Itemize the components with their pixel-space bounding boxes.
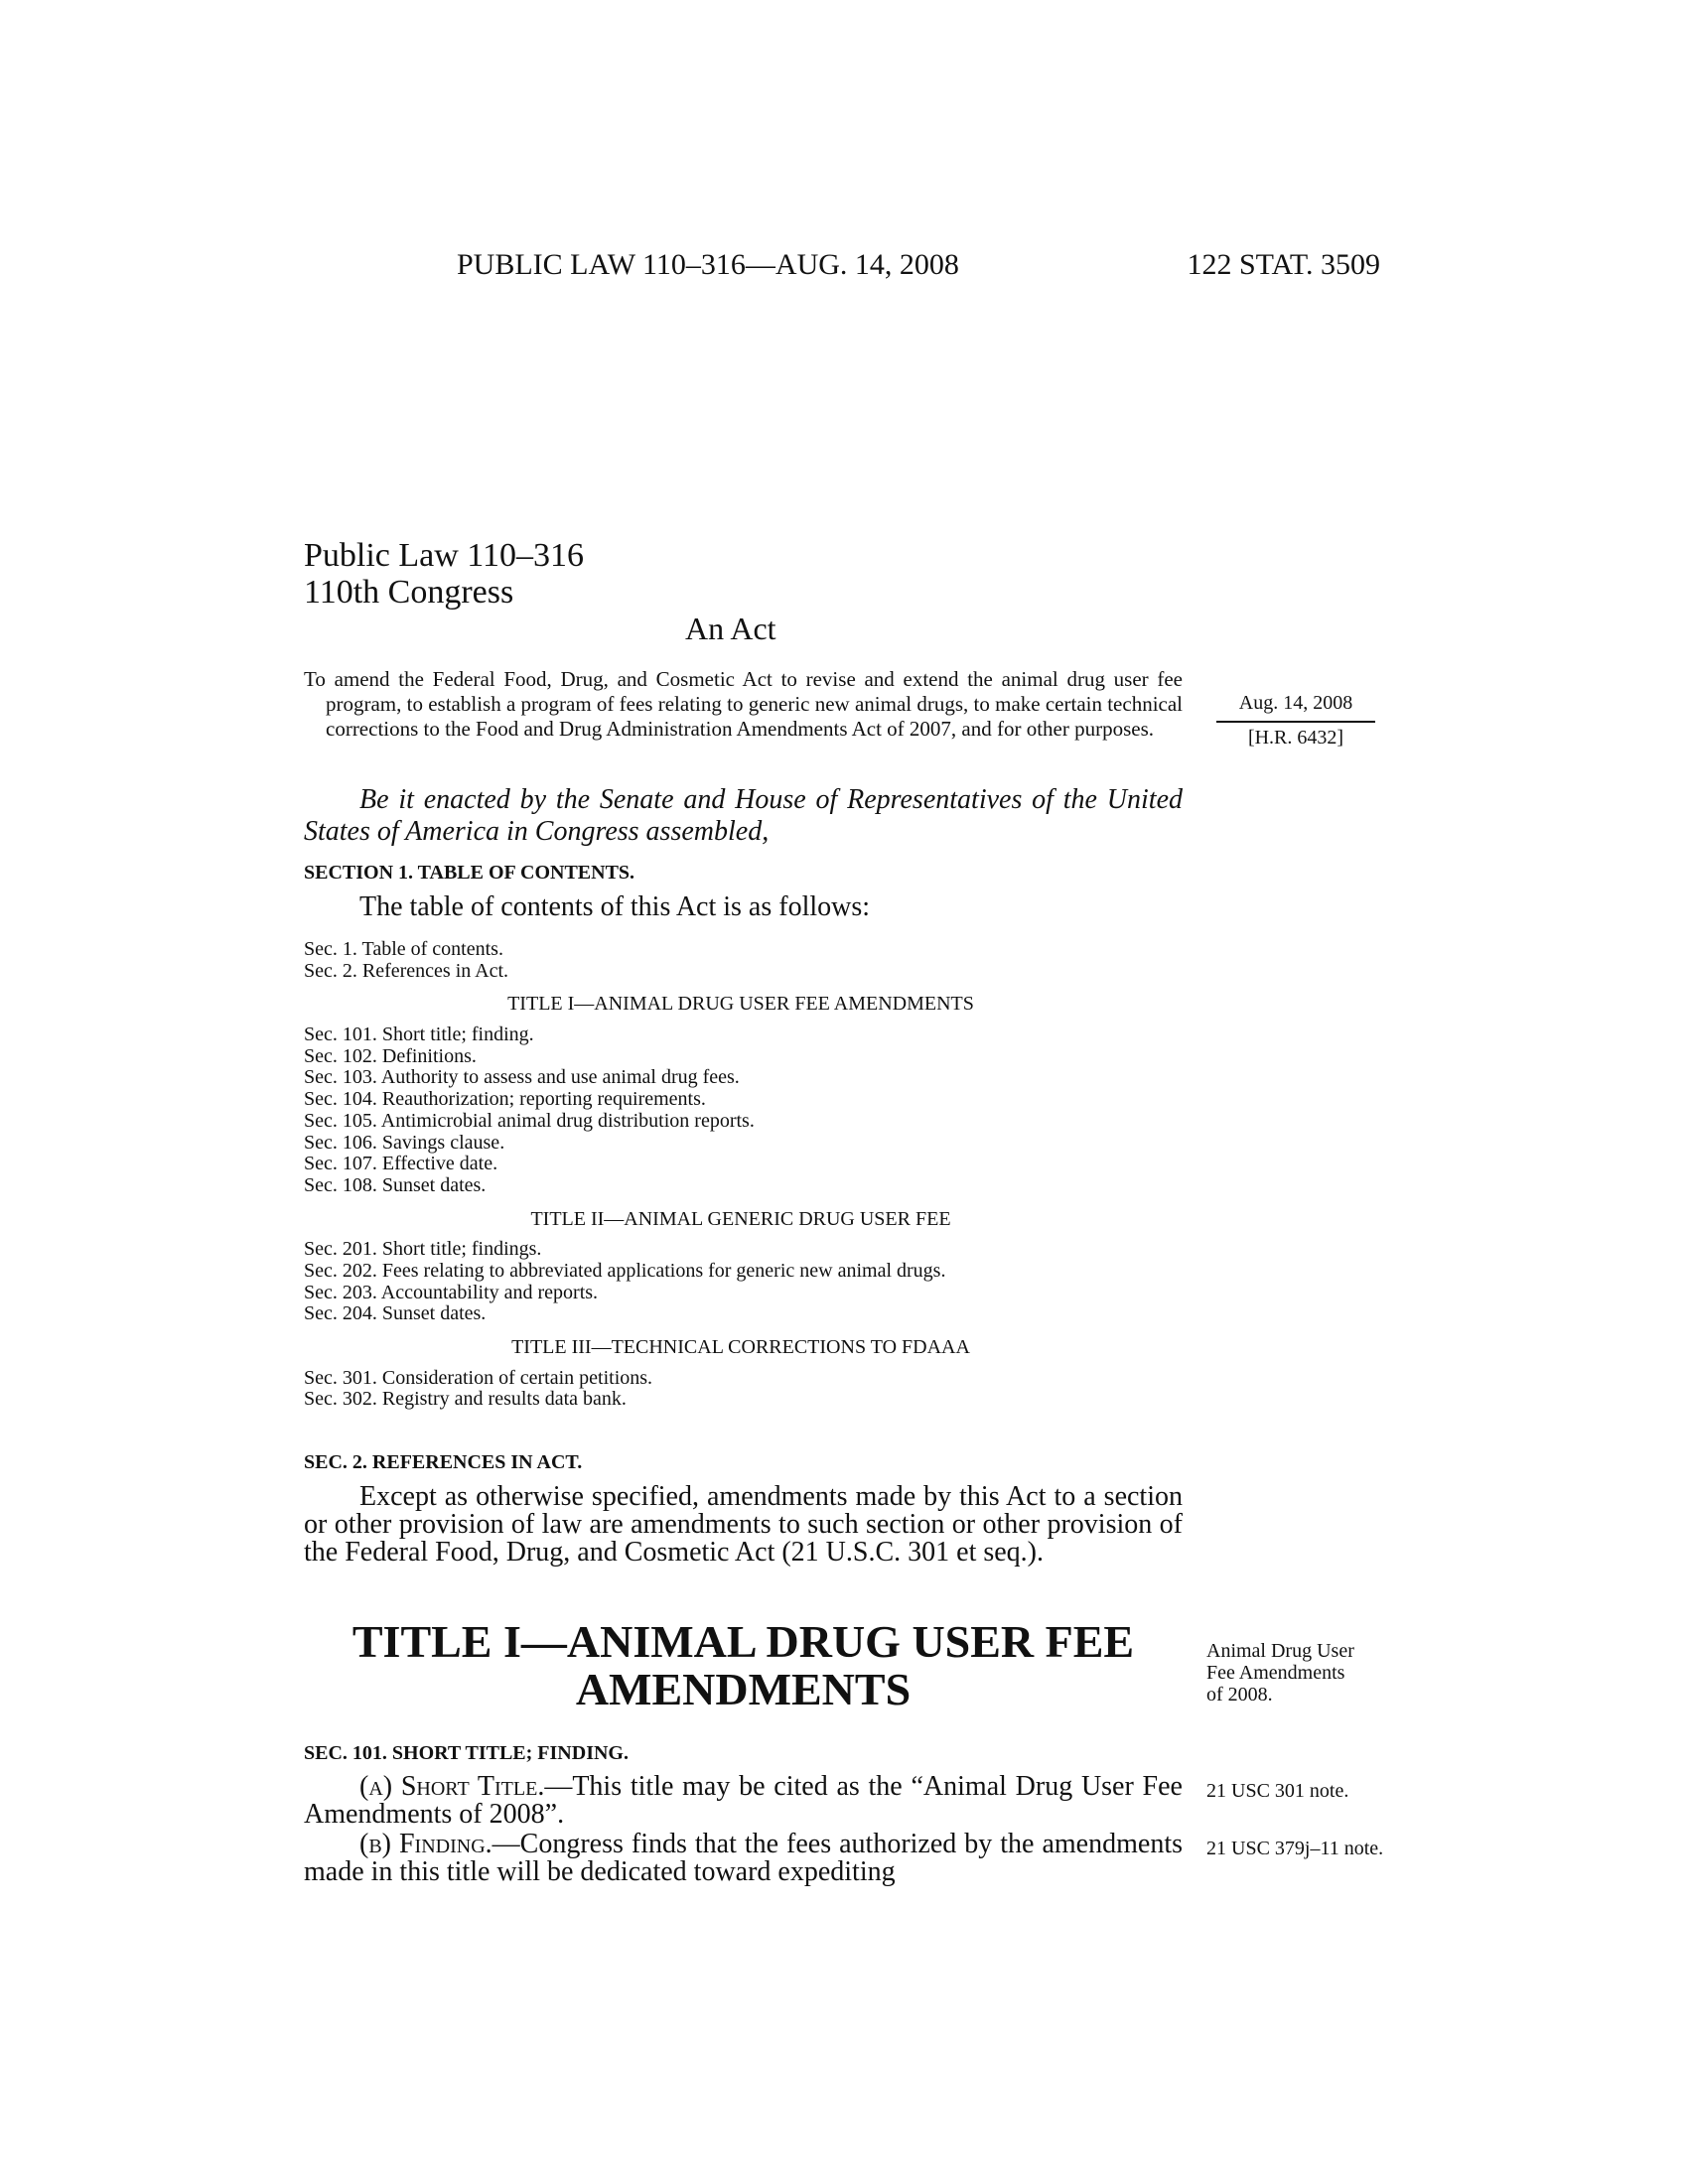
toc-item: Sec. 101. Short title; finding. xyxy=(304,1024,534,1046)
toc-item: Sec. 106. Savings clause. xyxy=(304,1131,505,1154)
toc-intro: The table of contents of this Act is as follows: xyxy=(359,891,871,922)
section-101-heading: SEC. 101. SHORT TITLE; FINDING. xyxy=(304,1742,629,1764)
toc-item: Sec. 105. Antimicrobial animal drug distribution reports. xyxy=(304,1109,755,1132)
toc-title-heading: TITLE III—TECHNICAL CORRECTIONS TO FDAAA xyxy=(511,1336,970,1358)
toc-item: Sec. 102. Definitions. xyxy=(304,1044,477,1067)
toc-item: Sec. 1. Table of contents. xyxy=(304,938,503,960)
subsection-b xyxy=(304,1831,1183,1886)
toc-item: Sec. 302. Registry and results data bank. xyxy=(304,1388,627,1411)
congress-label: 110th Congress xyxy=(304,574,514,611)
toc-item: Sec. 104. Reauthorization; reporting requirements. xyxy=(304,1088,706,1111)
toc-item: Sec. 108. Sunset dates. xyxy=(304,1173,487,1196)
enacting-clause: Be it enacted by the Senate and House of Representatives of the United States of America in Congress assembled, xyxy=(304,784,1183,847)
margin-note-usc: 21 USC 301 note. xyxy=(1206,1780,1349,1802)
title-1-heading-line: TITLE I—ANIMAL DRUG USER FEE xyxy=(352,1616,1135,1667)
toc-title-heading: TITLE I—ANIMAL DRUG USER FEE AMENDMENTS xyxy=(507,993,974,1016)
subsection-a xyxy=(304,1773,1183,1829)
toc-item: Sec. 203. Accountability and reports. xyxy=(304,1281,599,1303)
subsection-a-label: (a) Short Title.— xyxy=(359,1771,573,1802)
running-head: PUBLIC LAW 110–316—AUG. 14, 2008 xyxy=(457,248,959,281)
title-1-heading-line: AMENDMENTS xyxy=(575,1664,912,1714)
table-of-contents xyxy=(304,939,1197,1411)
section-1-heading: SECTION 1. TABLE OF CONTENTS. xyxy=(304,862,635,884)
toc-item: Sec. 107. Effective date. xyxy=(304,1153,498,1175)
law-number: Public Law 110–316 xyxy=(304,537,585,574)
toc-item: Sec. 204. Sunset dates. xyxy=(304,1302,487,1325)
statute-reference: 122 STAT. 3509 xyxy=(1187,248,1380,281)
subsection-a-text: This title may be cited as the “Animal Drug User Fee Amendments of 2008”. xyxy=(304,1771,1183,1830)
act-label: An Act xyxy=(685,611,776,646)
margin-note-usc: 21 USC 379j–11 note. xyxy=(1206,1838,1384,1859)
margin-bill-number: [H.R. 6432] xyxy=(1216,721,1375,750)
toc-title-heading: TITLE II—ANIMAL GENERIC DRUG USER FEE xyxy=(530,1207,951,1230)
toc-item: Sec. 2. References in Act. xyxy=(304,959,509,982)
toc-item: Sec. 301. Consideration of certain petitions. xyxy=(304,1366,653,1389)
toc-item: Sec. 103. Authority to assess and use animal drug fees. xyxy=(304,1066,740,1089)
toc-item: Sec. 202. Fees relating to abbreviated applications for generic new animal drugs. xyxy=(304,1259,946,1282)
section-2-heading: SEC. 2. REFERENCES IN ACT. xyxy=(304,1451,583,1473)
subsection-b-text: Congress finds that the fees authorized by the amendments made in this title will be dedicated toward expediting xyxy=(304,1829,1183,1887)
section-2-body: Except as otherwise specified, amendments made by this Act to a section or other provision of law are amendments to such section or other provision of the Federal Food, Drug, and Cosmetic Act (21 U.S.C. 301 et seq.). xyxy=(304,1481,1183,1568)
toc-item: Sec. 201. Short title; findings. xyxy=(304,1238,542,1261)
title-1-heading xyxy=(304,1618,1183,1713)
purpose-clause: To amend the Federal Food, Drug, and Cosmetic Act to revise and extend the animal drug user fee program, to establish a program of fees relating to generic new animal drugs, to make certain technical corrections to the Food and Drug Administration Amendments Act of 2007, and for other purposes. xyxy=(304,667,1184,741)
subsection-b-label: (b) Finding.— xyxy=(359,1829,520,1859)
margin-note-short-title: Animal Drug User Fee Amendments of 2008. xyxy=(1206,1640,1354,1706)
margin-date: Aug. 14, 2008 xyxy=(1238,692,1353,714)
